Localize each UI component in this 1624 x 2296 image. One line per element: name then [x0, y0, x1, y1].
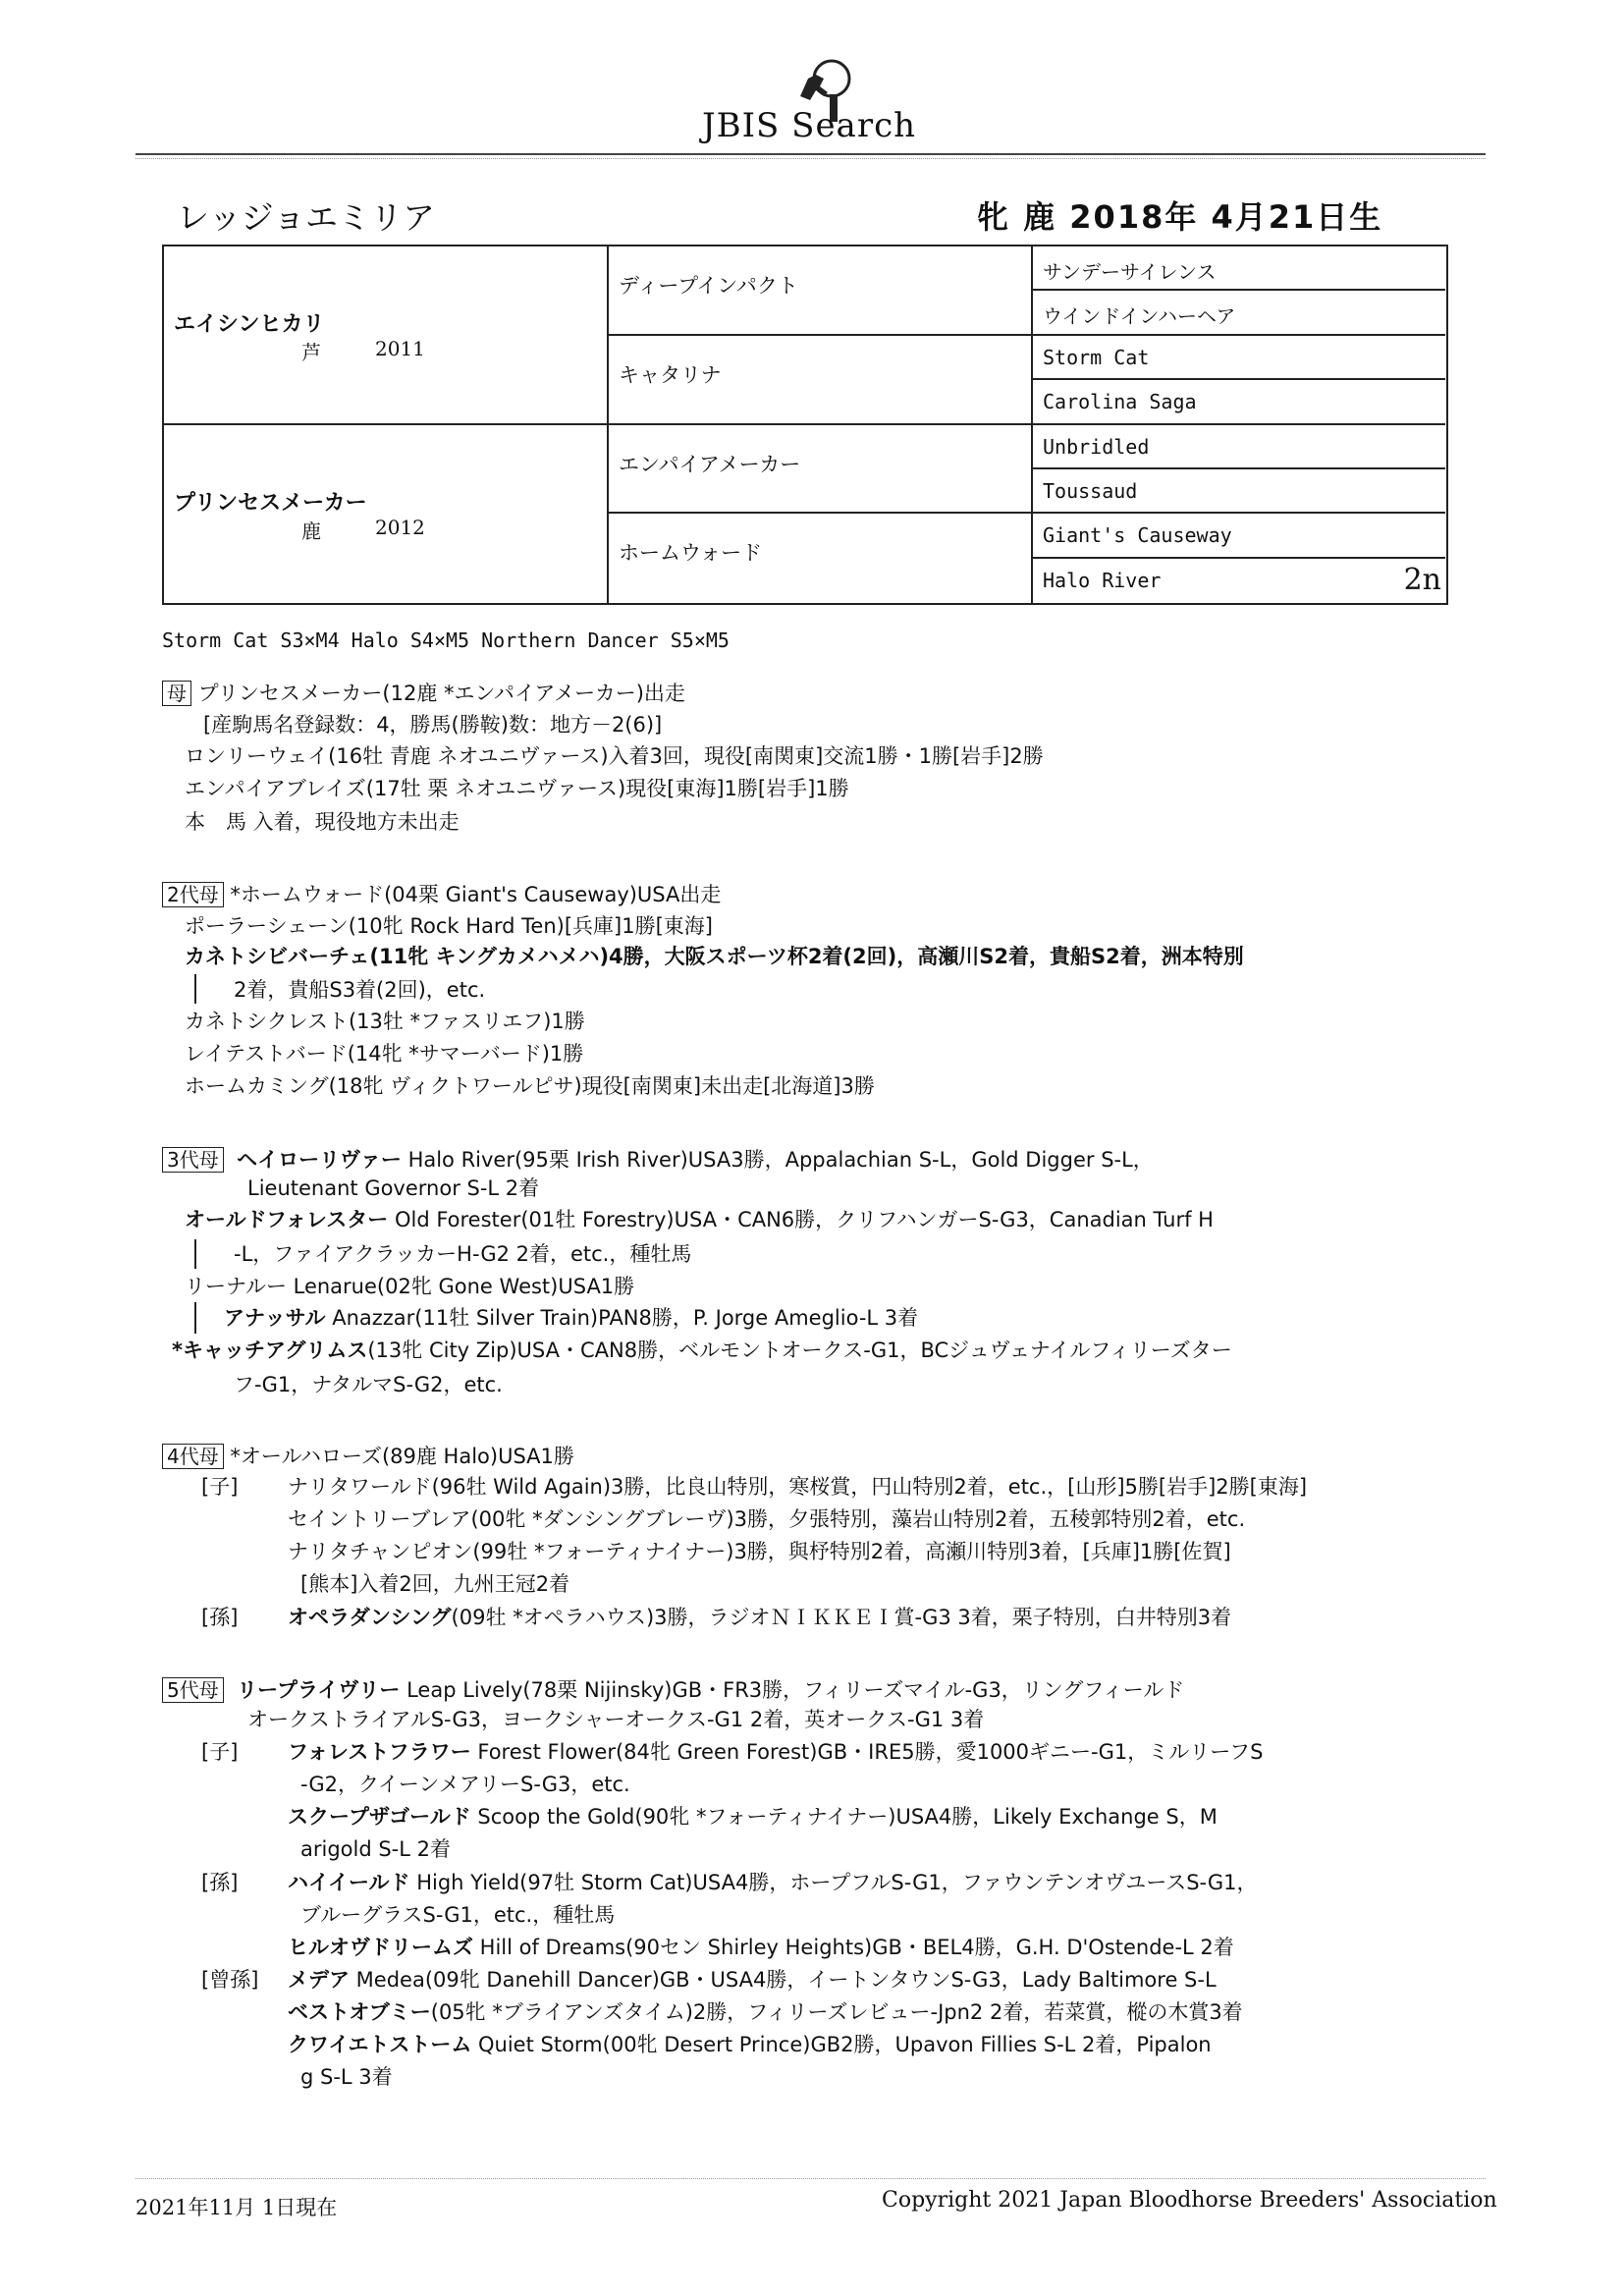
- generation-label: [子]: [201, 1740, 239, 1764]
- generation-label: [孫]: [201, 1606, 239, 1629]
- text-line: ナリタチャンピオン(99牡 *フォーティナイナー)3勝，與杼特別2着，高瀬川特別3着，[兵庫]1勝[佐賀]: [288, 1540, 1231, 1563]
- text-line: フ-G1，ナタルマS-G2，etc.: [234, 1373, 503, 1396]
- gen2-cell: [609, 425, 1031, 515]
- section-tag: 2代母: [162, 882, 224, 907]
- text-line: 本 馬 入着，現役地方未出走: [185, 810, 460, 834]
- text-line: スクープザゴールド Scoop the Gold(90牝 *フォーティナイナー)USA4勝，Likely Exchange S，M: [288, 1805, 1218, 1829]
- pedigree-table: [162, 245, 1448, 605]
- text-line: -G2，クイーンメアリーS-G3，etc.: [300, 1773, 630, 1796]
- gen3-name: サンデーサイレンス: [1043, 260, 1217, 284]
- indent-bar: [194, 974, 196, 1004]
- text-line: ブルーグラスS-G1，etc.，種牡馬: [300, 1903, 616, 1927]
- logo-text: JBIS Search: [702, 106, 917, 145]
- text-line: [熊本]入着2回，九州王冠2着: [300, 1572, 570, 1596]
- text-line: ポーラーシェーン(10牝 Rock Hard Ten)[兵庫]1勝[東海]: [185, 914, 713, 938]
- text-line: arigold S-L 2着: [300, 1837, 451, 1861]
- text-line: クワイエトストーム Quiet Storm(00牝 Desert Prince)GB2勝，Upavon Fillies S-L 2着，Pipalon: [288, 2033, 1212, 2056]
- section-tag: 5代母: [162, 1677, 224, 1703]
- sire-color: 芦: [301, 341, 321, 364]
- gen2-cell: [609, 246, 1031, 336]
- dam-section-line: 母 プリンセスメーカー(12鹿 *エンパイアメーカー)出走: [162, 681, 685, 706]
- pedigree-gen2: [609, 246, 1033, 603]
- text-line: オペラダンシング(09牡 *オペラハウス)3勝，ラジオＮＩＫＫＥＩ賞-G3 3着，栗子特別，白井特別3着: [288, 1606, 1232, 1629]
- text-line: セイントリーブレア(00牝 *ダンシングブレーヴ)3勝，夕張特別，藻岩山特別2着，五稜郭特別2着，etc.: [288, 1507, 1246, 1531]
- text-line: -L，ファイアクラッカーH-G2 2着，etc.，種牡馬: [234, 1242, 692, 1266]
- text-line: エンパイアブレイズ(17牡 栗 ネオユニヴァース)現役[東海]1勝[岩手]1勝: [185, 777, 849, 800]
- text-line: 2着，貴船S3着(2回)，etc.: [234, 978, 486, 1002]
- sire-year: 2011: [375, 337, 425, 360]
- text-line: ホームカミング(18牝 ヴィクトワールピサ)現役[南関東]未出走[北海道]3勝: [185, 1074, 875, 1098]
- gen3-name: Storm Cat: [1043, 345, 1150, 369]
- text-line: オールドフォレスター Old Forester(01牡 Forestry)USA・CAN6勝，クリフハンガーS-G3，Canadian Turf H: [185, 1208, 1214, 1231]
- text-line: レイテストバード(14牝 *サマーバード)1勝: [185, 1042, 584, 1066]
- gen2-cell: [609, 336, 1031, 425]
- jbis-logo: [702, 57, 938, 147]
- text-line: メデア Medea(09牝 Danehill Dancer)GB・USA4勝，イートンタウンS-G3，Lady Baltimore S-L: [288, 1968, 1217, 1992]
- text-line: フォレストフラワー Forest Flower(84牝 Green Forest)GB・IRE5勝，愛1000ギニー-G1，ミルリーフS: [288, 1740, 1264, 1764]
- section-tag: 母: [162, 681, 191, 706]
- gen3-cell: [1033, 291, 1445, 335]
- text-line: カネトシビバーチェ(11牝 キングカメハメハ)4勝，大阪スポーツ杯2着(2回)，高瀬川S2着，貴船S2着，洲本特別: [185, 945, 1244, 968]
- gen3-cell: [1033, 469, 1445, 514]
- text-line: ベストオブミー(05牝 *ブライアンズタイム)2勝，フィリーズレビュー-Jpn2 2着，若菜賞，樅の木賞3着: [288, 2000, 1243, 2024]
- sire-cell: [164, 246, 607, 425]
- text-line: ロンリーウェイ(16牡 青鹿 ネオユニヴァース)入着3回，現役[南関東]交流1勝・1勝[岩手]2勝: [185, 744, 1044, 768]
- section-tag: 4代母: [162, 1444, 224, 1469]
- footer-copyright: Copyright 2021 Japan Bloodhorse Breeders' Association: [882, 2188, 1497, 2213]
- text-line: アナッサル Anazzar(11牡 Silver Train)PAN8勝，P. Jorge Ameglio-L 3着: [224, 1306, 919, 1330]
- footer-rule: [135, 2178, 1486, 2179]
- gen3-cell: [1033, 336, 1445, 380]
- gen3-cell: [1033, 246, 1445, 291]
- pedigree-gen3: [1033, 246, 1445, 603]
- pedigree-gen1: [164, 246, 609, 603]
- indent-bar: [194, 1302, 196, 1334]
- text-line: *キャッチアグリムス(13牝 City Zip)USA・CAN8勝，ベルモントオークス-G1，BCジュヴェナイルフィリーズター: [172, 1339, 1232, 1362]
- gen3-cell: [1033, 559, 1445, 603]
- generation-label: [孫]: [201, 1871, 239, 1894]
- text-line: オークストライアルS-G3，ヨークシャーオークス-G1 2着，英オークス-G1 3着: [247, 1708, 985, 1731]
- gen2-name: ディープインパクト: [619, 274, 798, 298]
- gen3-name: Unbridled: [1043, 434, 1150, 459]
- gen2-name: キャタリナ: [619, 362, 722, 387]
- text-line: Lieutenant Governor S-L 2着: [247, 1176, 540, 1200]
- gen2-cell: [609, 514, 1031, 603]
- 2nd-dam-section-line: 2代母 *ホームウォード(04栗 Giant's Causeway)USA出走: [162, 882, 721, 907]
- gen3-cell: [1033, 380, 1445, 424]
- generation-label: [子]: [201, 1475, 239, 1499]
- gen3-name: Carolina Saga: [1043, 390, 1197, 414]
- text-line: ナリタワールド(96牡 Wild Again)3勝，比良山特別，寒桜賞，円山特別2着，etc.，[山形]5勝[岩手]2勝[東海]: [288, 1475, 1308, 1499]
- gen3-cell: [1033, 514, 1445, 558]
- 5th-dam-section-line: 5代母 リープライヴリー Leap Lively(78栗 Nijinsky)GB・FR3勝，フィリーズマイル-G3，リングフィールド: [162, 1677, 1184, 1703]
- gen3-name: Giant's Causeway: [1043, 523, 1232, 548]
- horse-name: レッジョエミリア: [177, 198, 436, 237]
- section-tag: 3代母: [162, 1147, 224, 1173]
- text-line: [産駒馬名登録数：4，勝馬(勝鞍)数：地方－2(6)]: [203, 713, 663, 737]
- indent-bar: [194, 1239, 196, 1269]
- dam-year: 2012: [375, 515, 425, 539]
- horse-info: 牝 鹿 2018年 4月21日生: [977, 198, 1383, 236]
- gen2-name: エンパイアメーカー: [619, 452, 801, 476]
- text-line: ヒルオヴドリームズ Hill of Dreams(90セン Shirley Heights)GB・BEL4勝，G.H. D'Ostende-L 2着: [288, 1936, 1234, 1959]
- generation-label: [曾孫]: [201, 1968, 259, 1992]
- pedigree-note: 2n: [1403, 562, 1441, 597]
- gen3-name: ウインドインハーヘア: [1043, 304, 1236, 329]
- gen3-name: Toussaud: [1043, 478, 1138, 503]
- inbreeding-line: Storm Cat S3×M4 Halo S4×M5 Northern Dancer S5×M5: [162, 629, 730, 652]
- text-line: カネトシクレスト(13牡 *ファスリエフ)1勝: [185, 1010, 585, 1033]
- footer-date: 2021年11月 1日現在: [135, 2196, 338, 2219]
- gen3-name: Halo River: [1043, 568, 1162, 592]
- sire-name: エイシンヒカリ: [174, 312, 325, 337]
- dam-color: 鹿: [301, 519, 321, 543]
- gen2-name: ホームウォード: [619, 541, 763, 566]
- header-rule: [135, 153, 1486, 155]
- 3rd-dam-section-line: 3代母 ヘイローリヴァー Halo River(95栗 Irish River)USA3勝，Appalachian S-L，Gold Digger S-L，: [162, 1147, 1154, 1173]
- gen3-cell: [1033, 425, 1445, 469]
- header-rule-dotted: [135, 158, 1486, 159]
- dam-cell: [164, 425, 607, 604]
- text-line: ハイイールド High Yield(97牡 Storm Cat)USA4勝，ホープフルS-G1，ファウンテンオヴユースS-G1，: [288, 1871, 1258, 1894]
- text-line: リーナルー Lenarue(02牝 Gone West)USA1勝: [185, 1275, 635, 1298]
- text-line: g S-L 3着: [300, 2065, 393, 2089]
- 4th-dam-section-line: 4代母 *オールハローズ(89鹿 Halo)USA1勝: [162, 1444, 574, 1469]
- dam-name: プリンセスメーカー: [174, 490, 367, 516]
